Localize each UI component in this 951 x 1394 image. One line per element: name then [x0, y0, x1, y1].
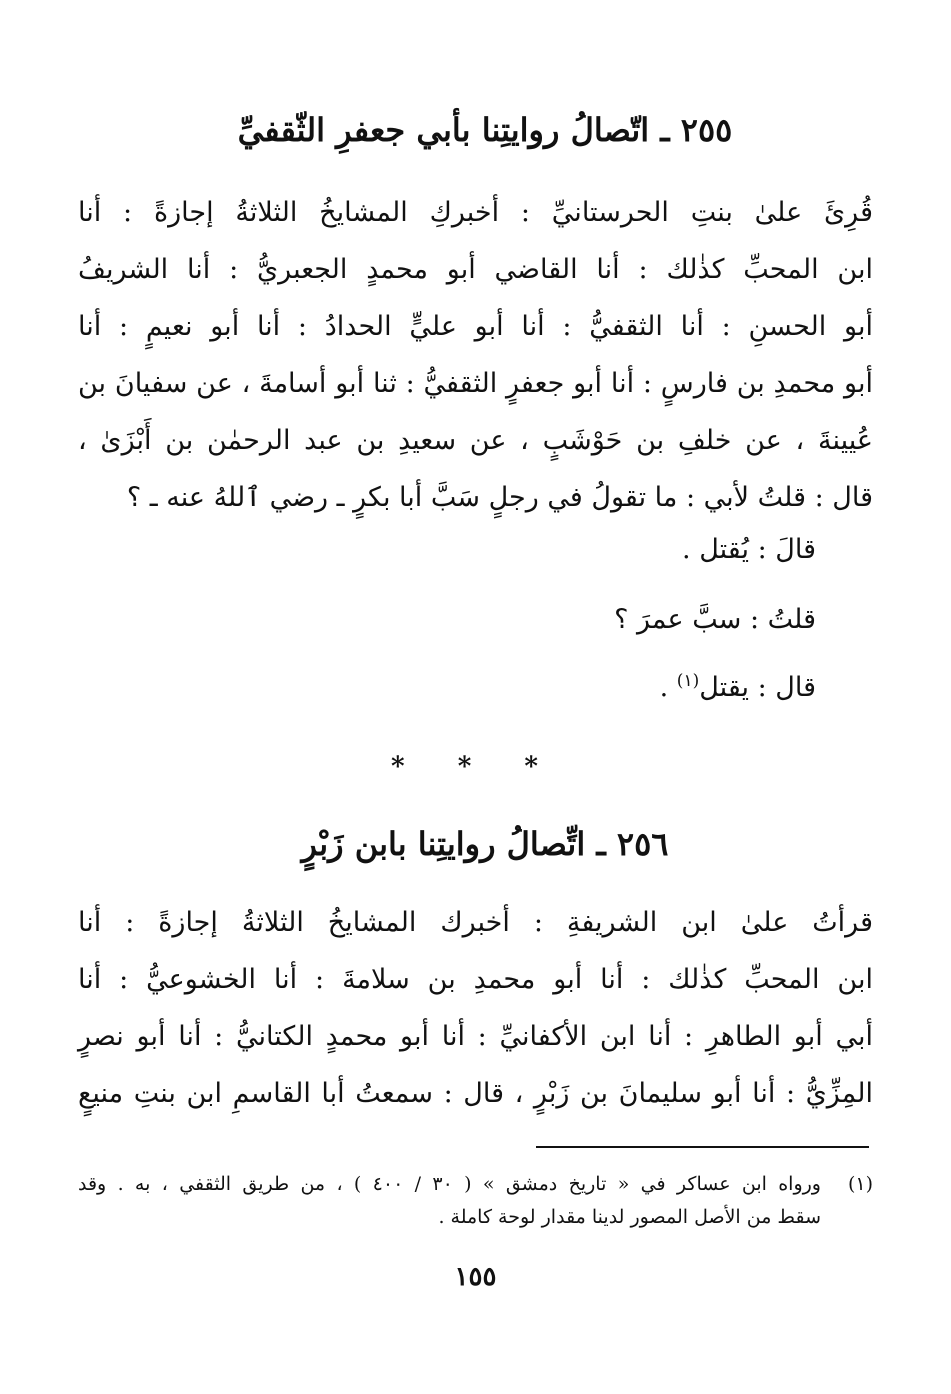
dialogue-line-3	[660, 668, 816, 708]
section-separator: * * *	[391, 752, 560, 782]
paragraph-line: ابن المحبِّ كذٰلك : أنا القاضي أبو محمدٍ الجعبريُّ : أنا الشريفُ	[78, 254, 873, 285]
footnote-divider	[536, 1146, 869, 1148]
section-256-heading: ٢٥٦ ـ اتِّصالُ روايتِنا بابن زَبْرٍ	[301, 825, 669, 863]
footnote-line-1	[78, 1168, 873, 1201]
section-255-heading: ٢٥٥ ـ اتّصالُ روايتِنا بأبي جعفرِ الثّقفيِّ	[237, 111, 733, 149]
paragraph-line: عُيينةَ ، عن خلفِ بن حَوْشَبٍ ، عن سعيدِ بن عبد الرحمٰن بن أَبْزَىٰ ،	[78, 425, 873, 456]
dialogue-line-2: قلتُ : سبَّ عمرَ ؟	[614, 604, 816, 635]
footnote	[78, 1168, 873, 1234]
paragraph-line: قال : قلتُ لأبي : ما تقولُ في رجلٍ سَبَّ أبا بكرٍ ـ رضي ٱللهُ عنه ـ ؟	[126, 482, 873, 513]
section-255-paragraph	[78, 184, 873, 526]
paragraph-line: المِزِّيُّ : أنا أبو سليمانَ بن زَبْرٍ ، قال : سمعتُ أبا القاسمِ ابن بنتِ منيعٍ	[78, 1078, 873, 1109]
paragraph-line: ابن المحبِّ كذٰلك : أنا أبو محمدِ بن سلامةَ : أنا الخشوعيُّ : أنا	[78, 964, 873, 995]
dialogue-line-3-text: قال : يقتل	[699, 672, 816, 703]
footnote-number: (١)	[847, 1173, 873, 1195]
footnote-line-2: سقط من الأصل المصور لدينا مقدار لوحة كاملة .	[438, 1206, 821, 1228]
footnote-reference: (١)	[676, 671, 700, 691]
dialogue-line-1: قالَ : يُقتل .	[682, 534, 816, 565]
paragraph-line: قرأتُ علىٰ ابن الشريفةِ : أخبرك المشايخُ الثلاثةُ إجازةً : أنا	[78, 907, 873, 938]
paragraph-line: أبي أبو الطاهرِ : أنا ابن الأكفانيِّ : أنا أبو محمدٍ الكتانيُّ : أنا أبو نصرٍ	[78, 1021, 873, 1052]
section-256-paragraph	[78, 894, 873, 1122]
paragraph-line: أبو محمدِ بن فارسٍ : أنا أبو جعفرٍ الثقفيُّ : ثنا أبو أسامةَ ، عن سفيانَ بن	[78, 368, 873, 399]
paragraph-line: أبو الحسنِ : أنا الثقفيُّ : أنا أبو عليٍّ الحدادُ : أنا أبو نعيمٍ : أنا	[78, 311, 873, 342]
page-number: ١٥٥	[454, 1262, 497, 1292]
footnote-text-1: ورواه ابن عساكر في « تاريخ دمشق » ( ٣٠ / ٤٠٠ ) ، من طريق الثقفي ، به . وقد	[78, 1173, 821, 1195]
paragraph-line: قُرِئَ علىٰ بنتِ الحرستانيِّ : أخبركِ المشايخُ الثلاثةُ إجازةً : أنا	[78, 197, 873, 228]
dialogue-line-3-end: .	[659, 672, 677, 703]
